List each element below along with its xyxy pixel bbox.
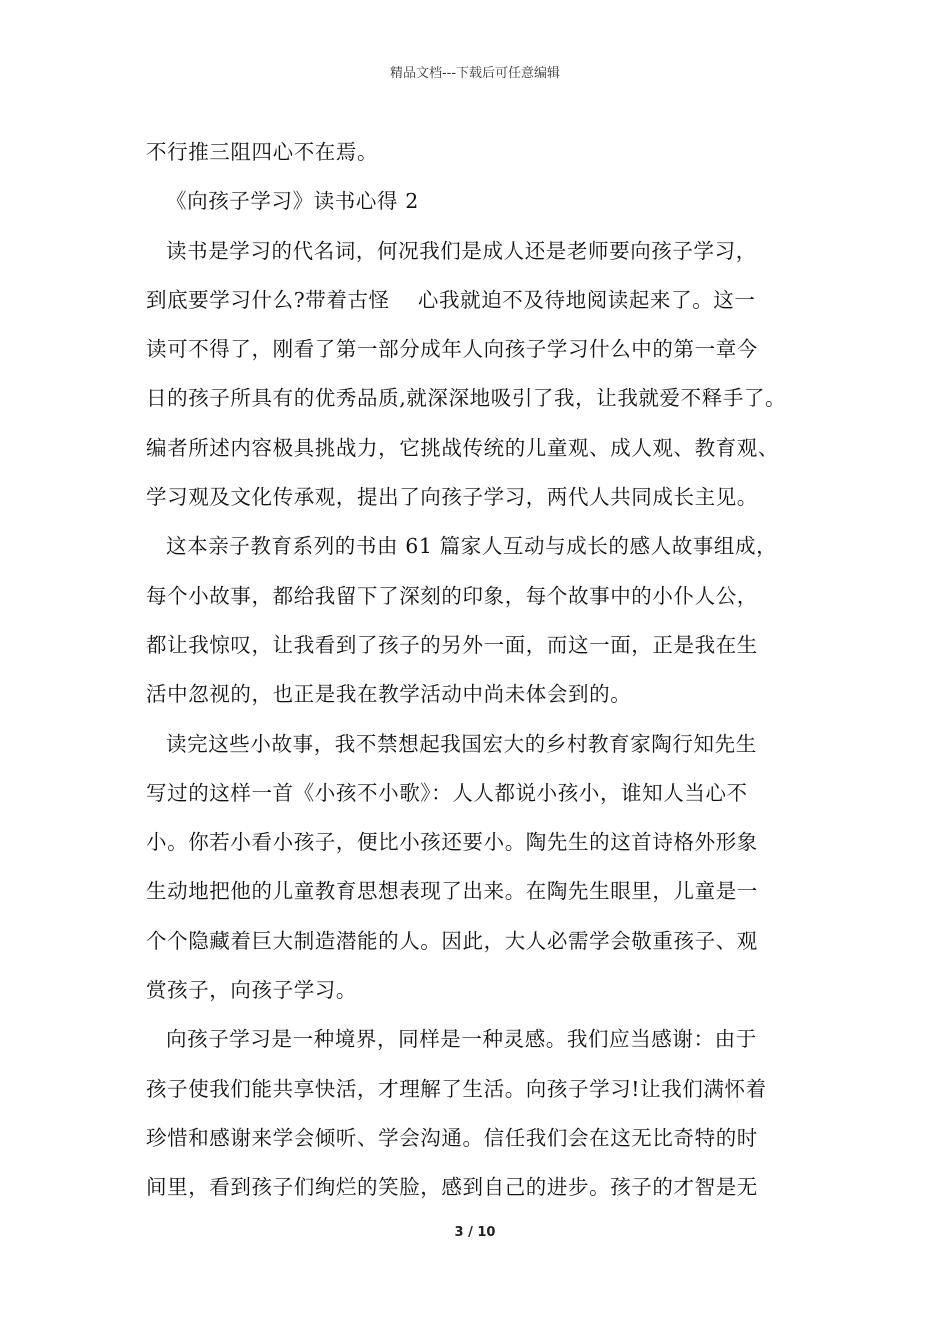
text-line: 这本亲子教育系列的书由 61 篇家人互动与成长的感人故事组成， xyxy=(166,534,778,559)
page-header: 精品文档---下载后可任意编辑 xyxy=(389,66,561,81)
text-line: 读书是学习的代名词，何况我们是成人还是老师要向孩子学习， xyxy=(166,238,757,263)
text-line: 读可不得了，刚看了第一部分成年人向孩子学习什么中的第一章今 xyxy=(146,337,758,362)
text-line: 读完这些小故事，我不禁想起我国宏大的乡村教育家陶行知先生 xyxy=(166,731,757,756)
text-line: 活中忽视的，也正是我在教学活动中尚未体会到的。 xyxy=(146,682,632,707)
text-line: 每个小故事，都给我留下了深刻的印象，每个故事中的小仆人公， xyxy=(146,583,758,608)
text-line: 小。你若小看小孩子，便比小孩还要小。陶先生的这首诗格外形象 xyxy=(146,830,758,855)
text-line: 个个隐藏着巨大制造潜能的人。因此，大人必需学会敬重孩子、观 xyxy=(146,928,758,953)
text-line: 间里，看到孩子们绚烂的笑脸，感到自己的进步。孩子的才智是无 xyxy=(146,1175,758,1200)
text-line: 学习观及文化传承观，提出了向孩子学习，两代人共同成长主见。 xyxy=(146,485,758,510)
text-line: 日的孩子所具有的优秀品质,就深深地吸引了我，让我就爱不释手了。 xyxy=(146,386,787,411)
document-body xyxy=(146,128,826,1213)
text-line: 编者所述内容极具挑战力，它挑战传统的儿童观、成人观、教育观、 xyxy=(146,435,779,460)
section-heading: 《向孩子学习》读书心得 2 xyxy=(166,189,419,214)
text-line: 向孩子学习是一种境界，同样是一种灵感。我们应当感谢：由于 xyxy=(166,1027,757,1052)
text-line: 生动地把他的儿童教育思想表现了出来。在陶先生眼里，儿童是一 xyxy=(146,879,758,904)
text-line: 写过的这样一首《小孩不小歌》：人人都说小孩小，谁知人当心不 xyxy=(146,780,748,805)
text-line: 珍惜和感谢来学会倾听、学会沟通。信任我们会在这无比奇特的时 xyxy=(146,1125,758,1150)
page-number: 3 / 10 xyxy=(454,1225,496,1240)
text-line: 不行推三阻四心不在焉。 xyxy=(146,140,379,164)
text-line: 到底要学习什么?带着古怪 心我就迫不及待地阅读起来了。这一 xyxy=(146,287,756,312)
text-line: 都让我惊叹，让我看到了孩子的另外一面，而这一面，正是我在生 xyxy=(146,632,758,657)
text-line: 孩子使我们能共享快活，才理解了生活。向孩子学习!让我们满怀着 xyxy=(146,1076,767,1101)
text-line: 赏孩子，向孩子学习。 xyxy=(146,978,357,1003)
